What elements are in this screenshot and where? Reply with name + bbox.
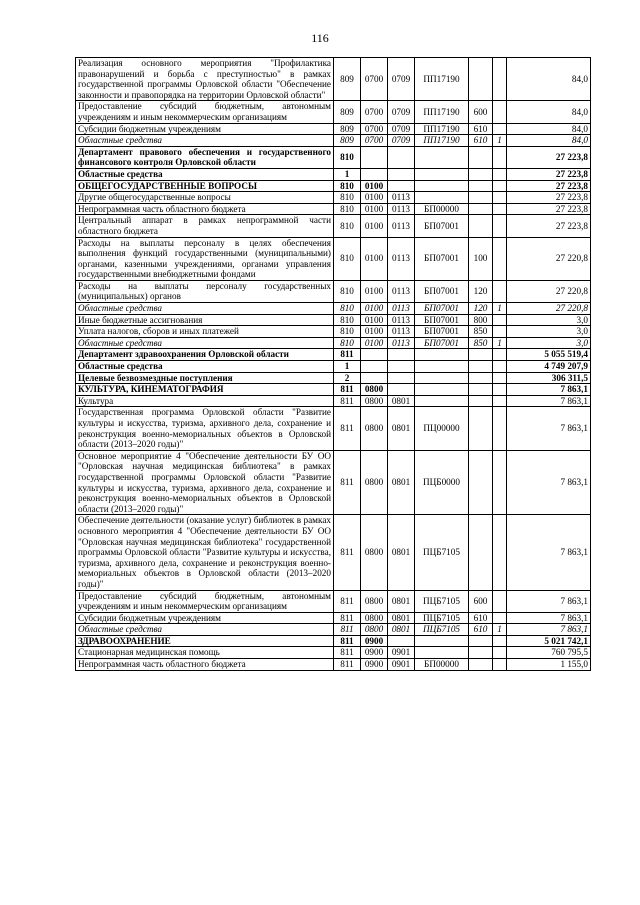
- funding-source-code: 1: [493, 337, 507, 349]
- funding-source-code: [493, 123, 507, 135]
- subsection-code: 0801: [388, 624, 415, 636]
- row-name: Расходы на выплаты персоналу государственных (муниципальных) органов: [76, 280, 334, 302]
- section-code: 0700: [361, 135, 388, 147]
- subsection-code: 0709: [388, 101, 415, 123]
- row-name: Областные средства: [76, 624, 334, 636]
- table-row: [76, 450, 591, 515]
- ved-code: 1: [334, 168, 361, 180]
- table-row: [76, 349, 591, 361]
- amount: 27 220,8: [507, 303, 591, 315]
- funding-source-code: 1: [493, 624, 507, 636]
- ved-code: 811: [334, 612, 361, 624]
- amount: 7 863,1: [507, 384, 591, 396]
- table-row: [76, 395, 591, 407]
- subsection-code: [388, 146, 415, 168]
- funding-source-code: 1: [493, 303, 507, 315]
- funding-source-code: [493, 58, 507, 101]
- section-code: 0800: [361, 624, 388, 636]
- target-article-code: БП00000: [415, 203, 469, 215]
- table-row: [76, 146, 591, 168]
- subsection-code: 0801: [388, 515, 415, 590]
- table-row: [76, 215, 591, 237]
- expense-type-code: 850: [469, 337, 493, 349]
- section-code: [361, 168, 388, 180]
- funding-source-code: [493, 101, 507, 123]
- row-name: Целевые безвозмездные поступления: [76, 372, 334, 384]
- target-article-code: [415, 635, 469, 647]
- ved-code: 811: [334, 635, 361, 647]
- expense-type-code: [469, 146, 493, 168]
- section-code: 0800: [361, 450, 388, 515]
- ved-code: 811: [334, 515, 361, 590]
- expense-type-code: [469, 647, 493, 659]
- ved-code: 810: [334, 237, 361, 280]
- funding-source-code: [493, 647, 507, 659]
- subsection-code: 0113: [388, 192, 415, 204]
- target-article-code: [415, 395, 469, 407]
- table-row: [76, 624, 591, 636]
- target-article-code: ПЦБ0000: [415, 450, 469, 515]
- row-name: Областные средства: [76, 337, 334, 349]
- section-code: 0100: [361, 192, 388, 204]
- expense-type-code: 610: [469, 624, 493, 636]
- subsection-code: 0801: [388, 395, 415, 407]
- budget-table: [75, 57, 591, 671]
- funding-source-code: [493, 635, 507, 647]
- row-name: ОБЩЕГОСУДАРСТВЕННЫЕ ВОПРОСЫ: [76, 180, 334, 192]
- amount: 3,0: [507, 314, 591, 326]
- target-article-code: БП07001: [415, 237, 469, 280]
- subsection-code: [388, 349, 415, 361]
- table-row: [76, 168, 591, 180]
- row-name: Обеспечение деятельности (оказание услуг) библиотек в рамках основного мероприятия 4 "Обеспечение деятельности БУ ОО "Орловская научная медицинская библиотека" государственной программы Орловской области "Развитие культуры и искусства, туризма, архивного дела, сохранение и реконструкция военно-мемориальных объектов в Орловской области (2013–2020 годы)": [76, 515, 334, 590]
- subsection-code: [388, 635, 415, 647]
- row-name: Государственная программа Орловской области "Развитие культуры и искусства, туризма, архивного дела, сохранение и реконструкция военно-мемориальных объектов в Орловской области (2013–2020 годы)": [76, 407, 334, 450]
- row-name: Центральный аппарат в рамках непрограммной части областного бюджета: [76, 215, 334, 237]
- amount: 84,0: [507, 101, 591, 123]
- ved-code: 809: [334, 58, 361, 101]
- table-row: [76, 303, 591, 315]
- section-code: 0100: [361, 326, 388, 338]
- row-name: Субсидии бюджетным учреждениям: [76, 612, 334, 624]
- row-name: Департамент здравоохранения Орловской области: [76, 349, 334, 361]
- table-row: [76, 659, 591, 671]
- ved-code: 811: [334, 395, 361, 407]
- row-name: Областные средства: [76, 168, 334, 180]
- row-name: Уплата налогов, сборов и иных платежей: [76, 326, 334, 338]
- funding-source-code: [493, 180, 507, 192]
- target-article-code: ПЦБ7105: [415, 590, 469, 612]
- subsection-code: 0113: [388, 237, 415, 280]
- expense-type-code: [469, 659, 493, 671]
- page-number: 116: [311, 31, 329, 45]
- ved-code: 810: [334, 203, 361, 215]
- section-code: 0100: [361, 280, 388, 302]
- section-code: 0100: [361, 237, 388, 280]
- section-code: 0800: [361, 515, 388, 590]
- funding-source-code: [493, 395, 507, 407]
- table-row: [76, 203, 591, 215]
- row-name: Стационарная медицинская помощь: [76, 647, 334, 659]
- expense-type-code: [469, 384, 493, 396]
- funding-source-code: 1: [493, 135, 507, 147]
- amount: 306 311,5: [507, 372, 591, 384]
- subsection-code: 0801: [388, 407, 415, 450]
- funding-source-code: [493, 280, 507, 302]
- section-code: 0800: [361, 407, 388, 450]
- target-article-code: БП07001: [415, 303, 469, 315]
- table-row: [76, 101, 591, 123]
- ved-code: 810: [334, 314, 361, 326]
- amount: 7 863,1: [507, 515, 591, 590]
- expense-type-code: [469, 395, 493, 407]
- table-row: [76, 58, 591, 101]
- ved-code: 811: [334, 647, 361, 659]
- amount: 1 155,0: [507, 659, 591, 671]
- subsection-code: 0113: [388, 314, 415, 326]
- amount: 27 223,8: [507, 215, 591, 237]
- expense-type-code: 100: [469, 237, 493, 280]
- subsection-code: 0801: [388, 590, 415, 612]
- target-article-code: БП07001: [415, 280, 469, 302]
- amount: 7 863,1: [507, 450, 591, 515]
- table-row: [76, 361, 591, 373]
- section-code: 0100: [361, 215, 388, 237]
- subsection-code: 0709: [388, 135, 415, 147]
- subsection-code: [388, 361, 415, 373]
- row-name: Расходы на выплаты персоналу в целях обеспечения выполнения функций государственными (муниципальными) органами, казенными учреждениями, органами управления государственными внебюджетными фондами: [76, 237, 334, 280]
- funding-source-code: [493, 192, 507, 204]
- section-code: [361, 146, 388, 168]
- section-code: 0800: [361, 384, 388, 396]
- subsection-code: 0709: [388, 58, 415, 101]
- amount: 760 795,5: [507, 647, 591, 659]
- target-article-code: ПЦБ7105: [415, 515, 469, 590]
- ved-code: 809: [334, 135, 361, 147]
- ved-code: 811: [334, 407, 361, 450]
- subsection-code: 0801: [388, 450, 415, 515]
- section-code: 0100: [361, 203, 388, 215]
- funding-source-code: [493, 515, 507, 590]
- amount: 84,0: [507, 123, 591, 135]
- ved-code: 810: [334, 146, 361, 168]
- amount: 27 223,8: [507, 168, 591, 180]
- funding-source-code: [493, 168, 507, 180]
- expense-type-code: [469, 349, 493, 361]
- expense-type-code: 120: [469, 303, 493, 315]
- expense-type-code: [469, 58, 493, 101]
- table-row: [76, 612, 591, 624]
- table-row: [76, 590, 591, 612]
- target-article-code: ПЦБ7105: [415, 612, 469, 624]
- funding-source-code: [493, 215, 507, 237]
- section-code: 0900: [361, 647, 388, 659]
- ved-code: 811: [334, 659, 361, 671]
- expense-type-code: [469, 407, 493, 450]
- target-article-code: ПЦБ7105: [415, 624, 469, 636]
- expense-type-code: [469, 168, 493, 180]
- subsection-code: 0113: [388, 326, 415, 338]
- section-code: 0100: [361, 314, 388, 326]
- target-article-code: БП00000: [415, 659, 469, 671]
- amount: 7 863,1: [507, 407, 591, 450]
- expense-type-code: 610: [469, 612, 493, 624]
- target-article-code: ПЦ00000: [415, 407, 469, 450]
- amount: 7 863,1: [507, 624, 591, 636]
- ved-code: 810: [334, 303, 361, 315]
- target-article-code: [415, 372, 469, 384]
- amount: 7 863,1: [507, 590, 591, 612]
- row-name: Другие общегосударственные вопросы: [76, 192, 334, 204]
- table-row: [76, 337, 591, 349]
- amount: 3,0: [507, 337, 591, 349]
- ved-code: 2: [334, 372, 361, 384]
- target-article-code: БП07001: [415, 326, 469, 338]
- subsection-code: 0113: [388, 303, 415, 315]
- amount: 27 223,8: [507, 146, 591, 168]
- table-row: [76, 180, 591, 192]
- funding-source-code: [493, 203, 507, 215]
- ved-code: 810: [334, 215, 361, 237]
- amount: 5 055 519,4: [507, 349, 591, 361]
- funding-source-code: [493, 326, 507, 338]
- amount: 27 220,8: [507, 280, 591, 302]
- section-code: 0700: [361, 58, 388, 101]
- subsection-code: [388, 384, 415, 396]
- subsection-code: [388, 180, 415, 192]
- subsection-code: [388, 372, 415, 384]
- ved-code: 810: [334, 280, 361, 302]
- ved-code: 809: [334, 101, 361, 123]
- target-article-code: БП07001: [415, 314, 469, 326]
- amount: 84,0: [507, 135, 591, 147]
- ved-code: 809: [334, 123, 361, 135]
- target-article-code: [415, 361, 469, 373]
- target-article-code: [415, 647, 469, 659]
- subsection-code: 0113: [388, 280, 415, 302]
- row-name: ЗДРАВООХРАНЕНИЕ: [76, 635, 334, 647]
- section-code: 0800: [361, 590, 388, 612]
- table-row: [76, 135, 591, 147]
- ved-code: 811: [334, 624, 361, 636]
- target-article-code: [415, 180, 469, 192]
- row-name: Предоставление субсидий бюджетным, автономным учреждениям и иным некоммерческим организациям: [76, 101, 334, 123]
- expense-type-code: [469, 215, 493, 237]
- funding-source-code: [493, 450, 507, 515]
- table-row: [76, 407, 591, 450]
- table-row: [76, 314, 591, 326]
- expense-type-code: 600: [469, 590, 493, 612]
- funding-source-code: [493, 314, 507, 326]
- target-article-code: БП07001: [415, 215, 469, 237]
- section-code: [361, 349, 388, 361]
- table-row: [76, 647, 591, 659]
- amount: 4 749 207,9: [507, 361, 591, 373]
- table-row: [76, 384, 591, 396]
- expense-type-code: 850: [469, 326, 493, 338]
- row-name: Непрограммная часть областного бюджета: [76, 659, 334, 671]
- target-article-code: ПП17190: [415, 58, 469, 101]
- expense-type-code: 600: [469, 101, 493, 123]
- expense-type-code: [469, 515, 493, 590]
- amount: 27 223,8: [507, 203, 591, 215]
- expense-type-code: [469, 372, 493, 384]
- subsection-code: [388, 168, 415, 180]
- target-article-code: [415, 192, 469, 204]
- target-article-code: ПП17190: [415, 135, 469, 147]
- funding-source-code: [493, 384, 507, 396]
- expense-type-code: 610: [469, 123, 493, 135]
- target-article-code: [415, 349, 469, 361]
- table-row: [76, 192, 591, 204]
- amount: 27 223,8: [507, 180, 591, 192]
- expense-type-code: [469, 635, 493, 647]
- ved-code: 811: [334, 349, 361, 361]
- target-article-code: [415, 168, 469, 180]
- row-name: Основное мероприятие 4 "Обеспечение деятельности БУ ОО "Орловская научная медицинская библиотека" в рамках государственной программы Орловской области "Развитие культуры и искусства, туризма, архивного дела, сохранение и реконструкция военно-мемориальных объектов в Орловской области (2013–2020 годы)": [76, 450, 334, 515]
- expense-type-code: [469, 361, 493, 373]
- table-row: [76, 237, 591, 280]
- row-name: Культура: [76, 395, 334, 407]
- amount: 27 220,8: [507, 237, 591, 280]
- subsection-code: 0113: [388, 215, 415, 237]
- ved-code: 811: [334, 590, 361, 612]
- ved-code: 810: [334, 180, 361, 192]
- funding-source-code: [493, 361, 507, 373]
- amount: 84,0: [507, 58, 591, 101]
- expense-type-code: [469, 450, 493, 515]
- funding-source-code: [493, 659, 507, 671]
- funding-source-code: [493, 349, 507, 361]
- section-code: 0100: [361, 337, 388, 349]
- table-row: [76, 635, 591, 647]
- ved-code: 1: [334, 361, 361, 373]
- row-name: Областные средства: [76, 135, 334, 147]
- section-code: [361, 372, 388, 384]
- funding-source-code: [493, 146, 507, 168]
- target-article-code: [415, 146, 469, 168]
- table-body: [76, 58, 591, 671]
- row-name: Департамент правового обеспечения и государственного финансового контроля Орловской области: [76, 146, 334, 168]
- table-row: [76, 515, 591, 590]
- row-name: Областные средства: [76, 361, 334, 373]
- target-article-code: ПП17190: [415, 101, 469, 123]
- funding-source-code: [493, 237, 507, 280]
- subsection-code: 0113: [388, 203, 415, 215]
- funding-source-code: [493, 407, 507, 450]
- subsection-code: 0901: [388, 659, 415, 671]
- amount: 5 021 742,1: [507, 635, 591, 647]
- funding-source-code: [493, 612, 507, 624]
- section-code: 0100: [361, 303, 388, 315]
- target-article-code: БП07001: [415, 337, 469, 349]
- row-name: Предоставление субсидий бюджетным, автономным учреждениям и иным некоммерческим организациям: [76, 590, 334, 612]
- amount: 7 863,1: [507, 612, 591, 624]
- table-row: [76, 372, 591, 384]
- subsection-code: 0801: [388, 612, 415, 624]
- ved-code: 811: [334, 384, 361, 396]
- amount: 7 863,1: [507, 395, 591, 407]
- section-code: 0900: [361, 635, 388, 647]
- expense-type-code: 610: [469, 135, 493, 147]
- section-code: [361, 361, 388, 373]
- row-name: Субсидии бюджетным учреждениям: [76, 123, 334, 135]
- expense-type-code: 800: [469, 314, 493, 326]
- table-row: [76, 280, 591, 302]
- row-name: Областные средства: [76, 303, 334, 315]
- amount: 27 223,8: [507, 192, 591, 204]
- subsection-code: 0113: [388, 337, 415, 349]
- table-row: [76, 123, 591, 135]
- row-name: КУЛЬТУРА, КИНЕМАТОГРАФИЯ: [76, 384, 334, 396]
- ved-code: 810: [334, 192, 361, 204]
- row-name: Иные бюджетные ассигнования: [76, 314, 334, 326]
- expense-type-code: [469, 180, 493, 192]
- section-code: 0900: [361, 659, 388, 671]
- target-article-code: [415, 384, 469, 396]
- target-article-code: ПП17190: [415, 123, 469, 135]
- section-code: 0700: [361, 123, 388, 135]
- ved-code: 810: [334, 326, 361, 338]
- funding-source-code: [493, 590, 507, 612]
- subsection-code: 0901: [388, 647, 415, 659]
- subsection-code: 0709: [388, 123, 415, 135]
- row-name: Реализация основного мероприятия "Профилактика правонарушений и борьба с преступностью" в рамках государственной программы Орловской области "Обеспечение законности и правопорядка на территории Орловской области": [76, 58, 334, 101]
- ved-code: 811: [334, 450, 361, 515]
- funding-source-code: [493, 372, 507, 384]
- section-code: 0700: [361, 101, 388, 123]
- section-code: 0800: [361, 395, 388, 407]
- amount: 3,0: [507, 326, 591, 338]
- ved-code: 810: [334, 337, 361, 349]
- section-code: 0800: [361, 612, 388, 624]
- row-name: Непрограммная часть областного бюджета: [76, 203, 334, 215]
- expense-type-code: [469, 192, 493, 204]
- table-row: [76, 326, 591, 338]
- section-code: 0100: [361, 180, 388, 192]
- expense-type-code: 120: [469, 280, 493, 302]
- expense-type-code: [469, 203, 493, 215]
